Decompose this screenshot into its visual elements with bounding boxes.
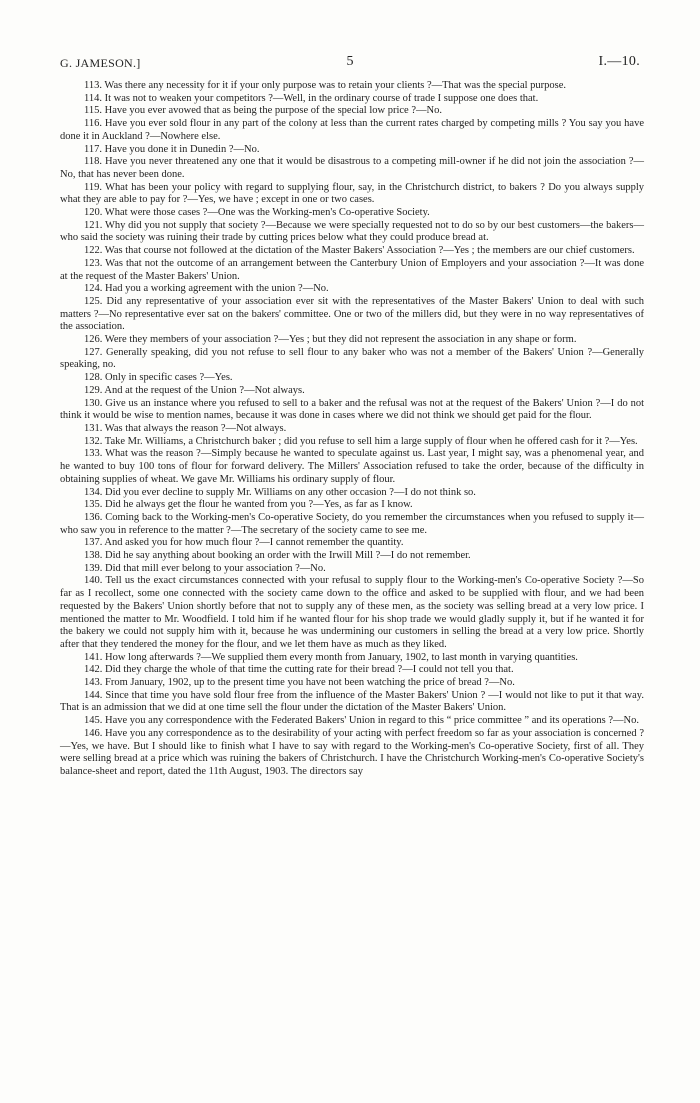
paragraph: 136. Coming back to the Working-men's Co-operative Society, do you remember the circumstances when you refused to supply it—who saw you in reference to the matter ?—The secretary of the society came to see me.	[60, 511, 644, 536]
paragraph: 122. Was that course not followed at the dictation of the Master Bakers' Association ?—Yes ; the members are our chief customers.	[84, 245, 635, 257]
paragraph: 113. Was there any necessity for it if your only purpose was to retain your clients ?—That was the special purpose.	[84, 80, 567, 91]
paragraph: 138. Did he say anything about booking an order with the Irwill Mill ?—I do not remember.	[84, 550, 471, 562]
document-reference: I.—10.	[598, 54, 640, 69]
paragraph: 121. Why did you not supply that society ?—Because we were specially requested not to do so by our best customers—the bakers—who said the society was ruining their trade by cutting prices below what they could produce bread at.	[60, 219, 644, 244]
paragraph: 115. Have you ever avowed that as being the purpose of the special low price ?—No.	[84, 105, 442, 117]
paragraph: 140. Tell us the exact circumstances connected with your refusal to supply flour to the Working-men's Co-operative Society ?—So far as I recollect, some one connected with the society came down to the office and asked to be supplied with flour, and we had been requested by the Bakers' Union shortly before that not to supply any of these men, as the society was selling bread at a very low price. I mentioned the matter to Mr. Woodfield. I told him if he wanted flour for his shop trade we would gladly supply it, but if he wanted it for the bakery we could not supply him with it, because he was undermining our customers in selling the bread at a very low price. Shortly after that they tendered the money for the flour, and we let them have as much as they liked.	[60, 575, 644, 650]
paragraph: 114. It was not to weaken your competitors ?—Well, in the ordinary course of trade I suppose one does that.	[84, 92, 539, 104]
paragraph: 137. And asked you for how much flour ?—I cannot remember the quantity.	[84, 537, 404, 549]
paragraph: 127. Generally speaking, did you not refuse to sell flour to any baker who was not a member of the Bakers' Union ?—Generally speaking, no.	[60, 346, 644, 371]
paragraph: 142. Did they charge the whole of that time the cutting rate for their bread ?—I could not tell you that.	[84, 664, 514, 676]
witness-name: G. JAMESON.]	[60, 56, 141, 70]
paragraph: 146. Have you any correspondence as to the desirability of your acting with perfect freedom so far as your association is concerned ?—Yes, we have. But I should like to finish what I have to say with regard to the Working-men's Co-operative Society, first of all. They were selling bread at a price which was ruining the bakers of Christchurch. I have the Christchurch Working-men's Co-operative Society's balance-sheet and report, dated the 11th August, 1903. The directors say	[60, 727, 644, 777]
document-body	[60, 80, 644, 779]
paragraph: 144. Since that time you have sold flour free from the influence of the Master Bakers' Union ? —I would not like to put it that way. That is an admission that we did at one time sell the flour under the dictation of the Master Bakers' Union.	[60, 689, 644, 714]
paragraph: 139. Did that mill ever belong to your association ?—No.	[84, 562, 326, 574]
paragraph: 135. Did he always get the flour he wanted from you ?—Yes, as far as I know.	[84, 499, 413, 511]
paragraph: 126. Were they members of your association ?—Yes ; but they did not represent the association in any shape or form.	[84, 334, 577, 346]
paragraph: 133. What was the reason ?—Simply because he wanted to speculate against us. Last year, I might say, was a phenomenal year, and he wanted to buy 100 tons of flour for forward delivery. The Millers' Association refused to take the order, because of the difficulty in obtaining supplies of wheat. We gave Mr. Williams his ordinary supply of flour.	[60, 448, 644, 485]
page-number: 5	[346, 54, 354, 69]
paragraph: 123. Was that not the outcome of an arrangement between the Canterbury Union of Employers and your association ?—It was done at the request of the Master Bakers' Union.	[60, 257, 644, 282]
page-header	[60, 54, 640, 74]
paragraph: 145. Have you any correspondence with the Federated Bakers' Union in regard to this “ price committee ” and its operations ?—No.	[84, 715, 640, 727]
paragraph: 141. How long afterwards ?—We supplied them every month from January, 1902, to last month in varying quantities.	[84, 651, 578, 663]
paragraph: 131. Was that always the reason ?—Not always.	[84, 422, 287, 434]
paragraph: 130. Give us an instance where you refused to sell to a baker and the refusal was not at the request of the Bakers' Union ?—I do not think it would be wise to mention names, because it was done in cases where we did not think we should get paid for the flour.	[60, 397, 644, 422]
paragraph: 117. Have you done it in Dunedin ?—No.	[84, 143, 260, 155]
paragraph: 134. Did you ever decline to supply Mr. Williams on any other occasion ?—I do not think so.	[84, 486, 476, 498]
paragraph: 118. Have you never threatened any one that it would be disastrous to a competing mill-owner if he did not join the association ?—No, that has never been done.	[60, 156, 644, 180]
paragraph: 124. Had you a working agreement with the union ?—No.	[84, 283, 329, 295]
paragraph: 125. Did any representative of your association ever sit with the representatives of the Master Bakers' Union to deal with such matters ?—No representative ever sat on the bakers' committee. One or two of the millers did, but they were in no way representatives of the association.	[60, 295, 644, 333]
paragraph: 119. What has been your policy with regard to supplying flour, say, in the Christchurch district, to bakers ? Do you always supply what they are able to pay for ?—Yes, we have ; except in one or two cases.	[60, 181, 644, 206]
paragraph: 116. Have you ever sold flour in any part of the colony at less than the current rates charged by competing mills ? You say you have done it in Auckland ?—Nowhere else.	[60, 118, 644, 142]
paragraph: 132. Take Mr. Williams, a Christchurch baker ; did you refuse to sell him a large supply of flour when he offered cash for it ?—Yes.	[84, 435, 638, 447]
paragraph: 143. From January, 1902, up to the present time you have not been watching the price of bread ?—No.	[84, 677, 515, 689]
paragraph: 128. Only in specific cases ?—Yes.	[84, 372, 233, 384]
paragraph: 120. What were those cases ?—One was the Working-men's Co-operative Society.	[84, 207, 430, 219]
paragraph: 129. And at the request of the Union ?—Not always.	[84, 384, 305, 396]
